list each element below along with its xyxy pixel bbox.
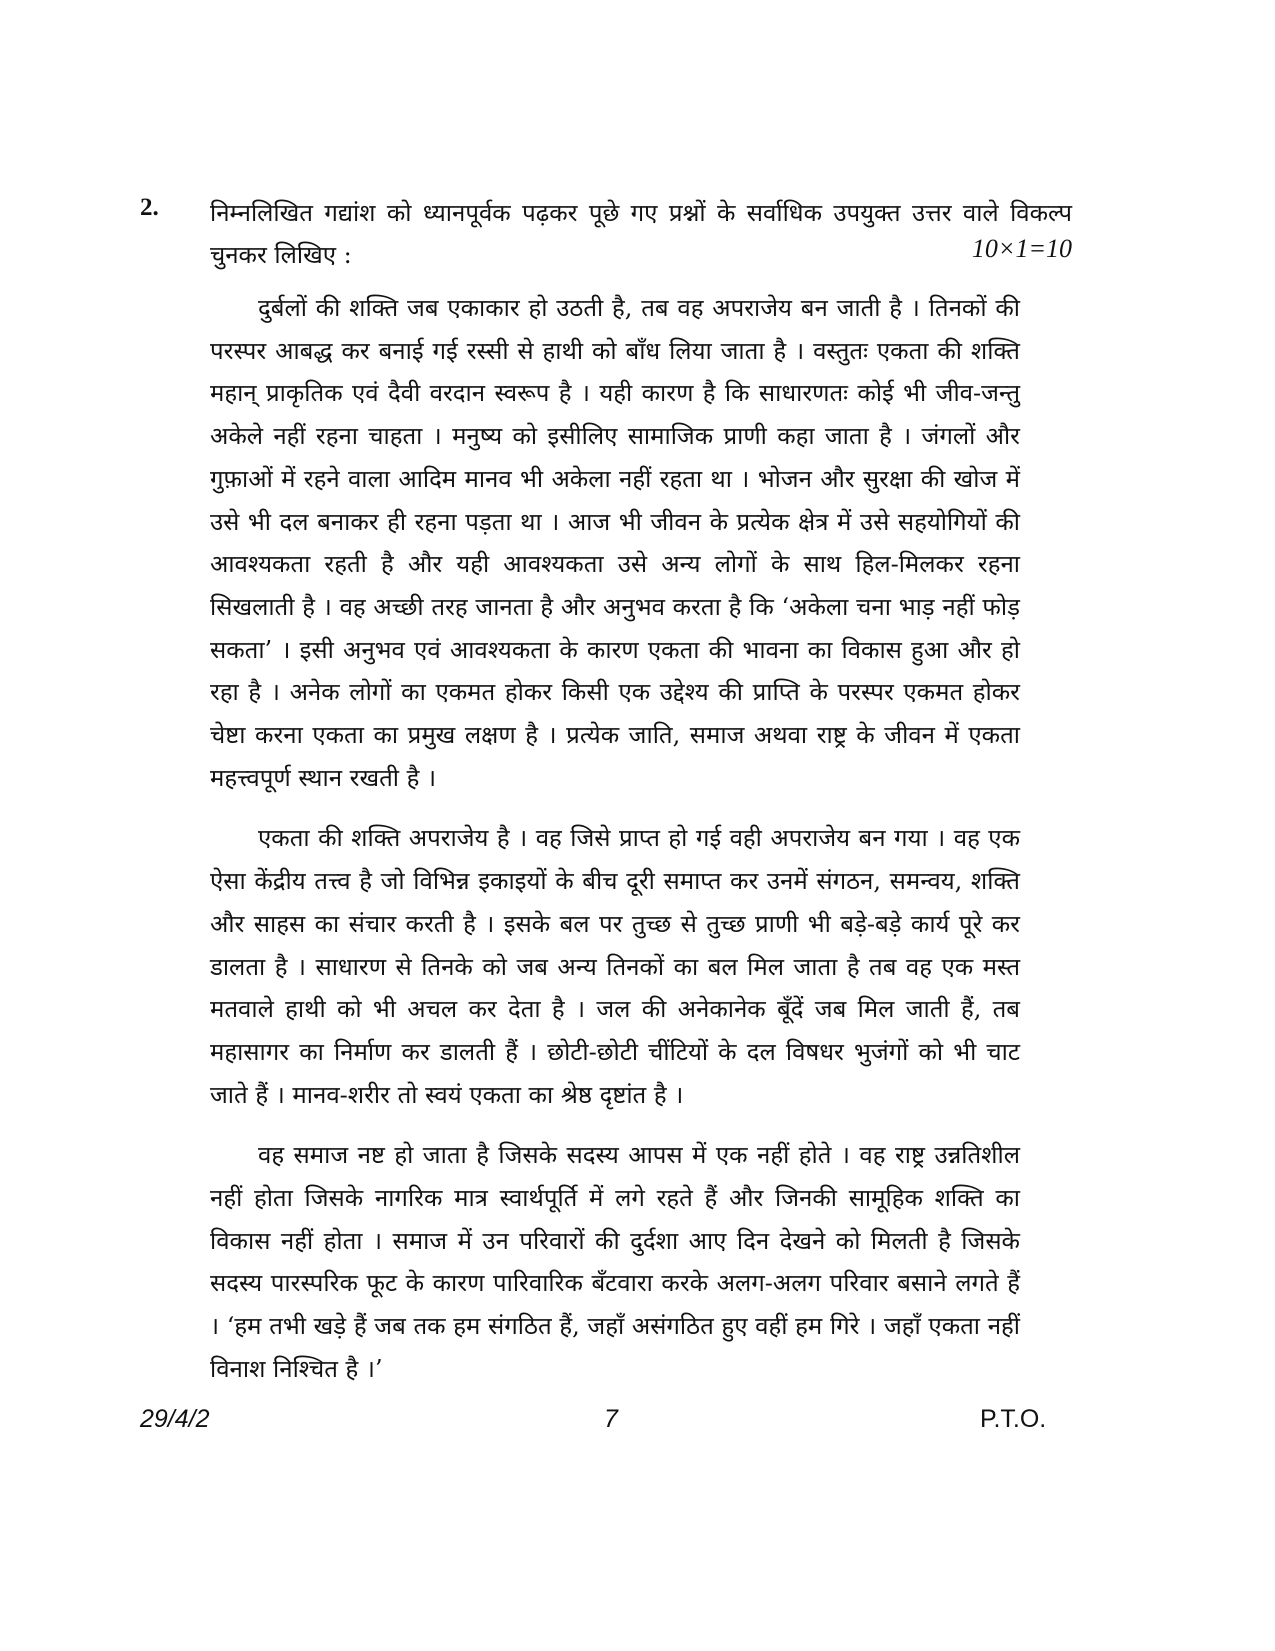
passage-paragraph-2: एकता की शक्ति अपराजेय है । वह जिसे प्राप्त हो गई वही अपराजेय बन गया । वह एक ऐसा केंद्रीय तत्त्व है जो विभिन्न इकाइयों के बीच दूरी समाप्त कर उनमें संगठन, समन्वय, शक्ति और साहस का संचार करती है । इसके बल पर तुच्छ से तुच्छ प्राणी भी बड़े-बड़े कार्य पूरे कर डालता है । साधारण से तिनके को जब अन्य तिनकों का बल मिल जाता है तब वह एक मस्त मतवाले हाथी को भी अचल कर देता है । जल की अनेकानेक बूँदें जब मिल जाती हैं, तब महासागर का निर्माण कर डालती हैं । छोटी-छोटी चींटियों के दल विषधर भुजंगों को भी चाट जाते हैं । मानव-शरीर तो स्वयं एकता का श्रेष्ठ दृष्टांत है । (210, 824, 1020, 1109)
question-instruction: निम्नलिखित गद्यांश को ध्यानपूर्वक पढ़कर पूछे गए प्रश्नों के सर्वाधिक उपयुक्त उत्तर वाले विकल्प चुनकर लिखिए : (210, 199, 1072, 269)
paper-code: 29/4/2 (140, 1405, 210, 1433)
question-number: 2. (140, 194, 159, 221)
passage (210, 287, 1020, 1409)
page-number: 7 (604, 1405, 618, 1433)
passage-paragraph-3: वह समाज नष्ट हो जाता है जिसके सदस्य आपस में एक नहीं होते । वह राष्ट्र उन्नतिशील नहीं होता जिसके नागरिक मात्र स्वार्थपूर्ति में लगे रहते हैं और जिनकी सामूहिक शक्ति का विकास नहीं होता । समाज में उन परिवारों की दुर्दशा आए दिन देखने को मिलती है जिसके सदस्य पारस्परिक फूट के कारण पारिवारिक बँटवारा करके अलग-अलग परिवार बसाने लगते हैं । ‘हम तभी खड़े हैं जब तक हम संगठित हैं, जहाँ असंगठित हुए वहीं हम गिरे । जहाँ एकता नहीं विनाश निश्चित है ।’ (210, 1141, 1020, 1383)
question-marks: 10×1=10 (971, 234, 1072, 263)
passage-paragraph-1: दुर्बलों की शक्ति जब एकाकार हो उठती है, तब वह अपराजेय बन जाती है । तिनकों की परस्पर आबद्ध कर बनाई गई रस्सी से हाथी को बाँध लिया जाता है । वस्तुतः एकता की शक्ति महान् प्राकृतिक एवं दैवी वरदान स्वरूप है । यही कारण है कि साधारणतः कोई भी जीव-जन्तु अकेले नहीं रहना चाहता । मनुष्य को इसीलिए सामाजिक प्राणी कहा जाता है । जंगलों और गुफ़ाओं में रहने वाला आदिम मानव भी अकेला नहीं रहता था । भोजन और सुरक्षा की खोज में उसे भी दल बनाकर ही रहना पड़ता था । आज भी जीवन के प्रत्येक क्षेत्र में उसे सहयोगियों की आवश्यकता रहती है और यही आवश्यकता उसे अन्य लोगों के साथ हिल-मिलकर रहना सिखलाती है । वह अच्छी तरह जानता है और अनुभव करता है कि ‘अकेला चना भाड़ नहीं फोड़ सकता’ । इसी अनुभव एवं आवश्यकता के कारण एकता की भावना का विकास हुआ और हो रहा है । अनेक लोगों का एकमत होकर किसी एक उद्देश्य की प्राप्ति के परस्पर एकमत होकर चेष्टा करना एकता का प्रमुख लक्षण है । प्रत्येक जाति, समाज अथवा राष्ट्र के जीवन में एकता महत्त्वपूर्ण स्थान रखती है । (210, 294, 1020, 792)
pto-label: P.T.O. (980, 1405, 1047, 1433)
